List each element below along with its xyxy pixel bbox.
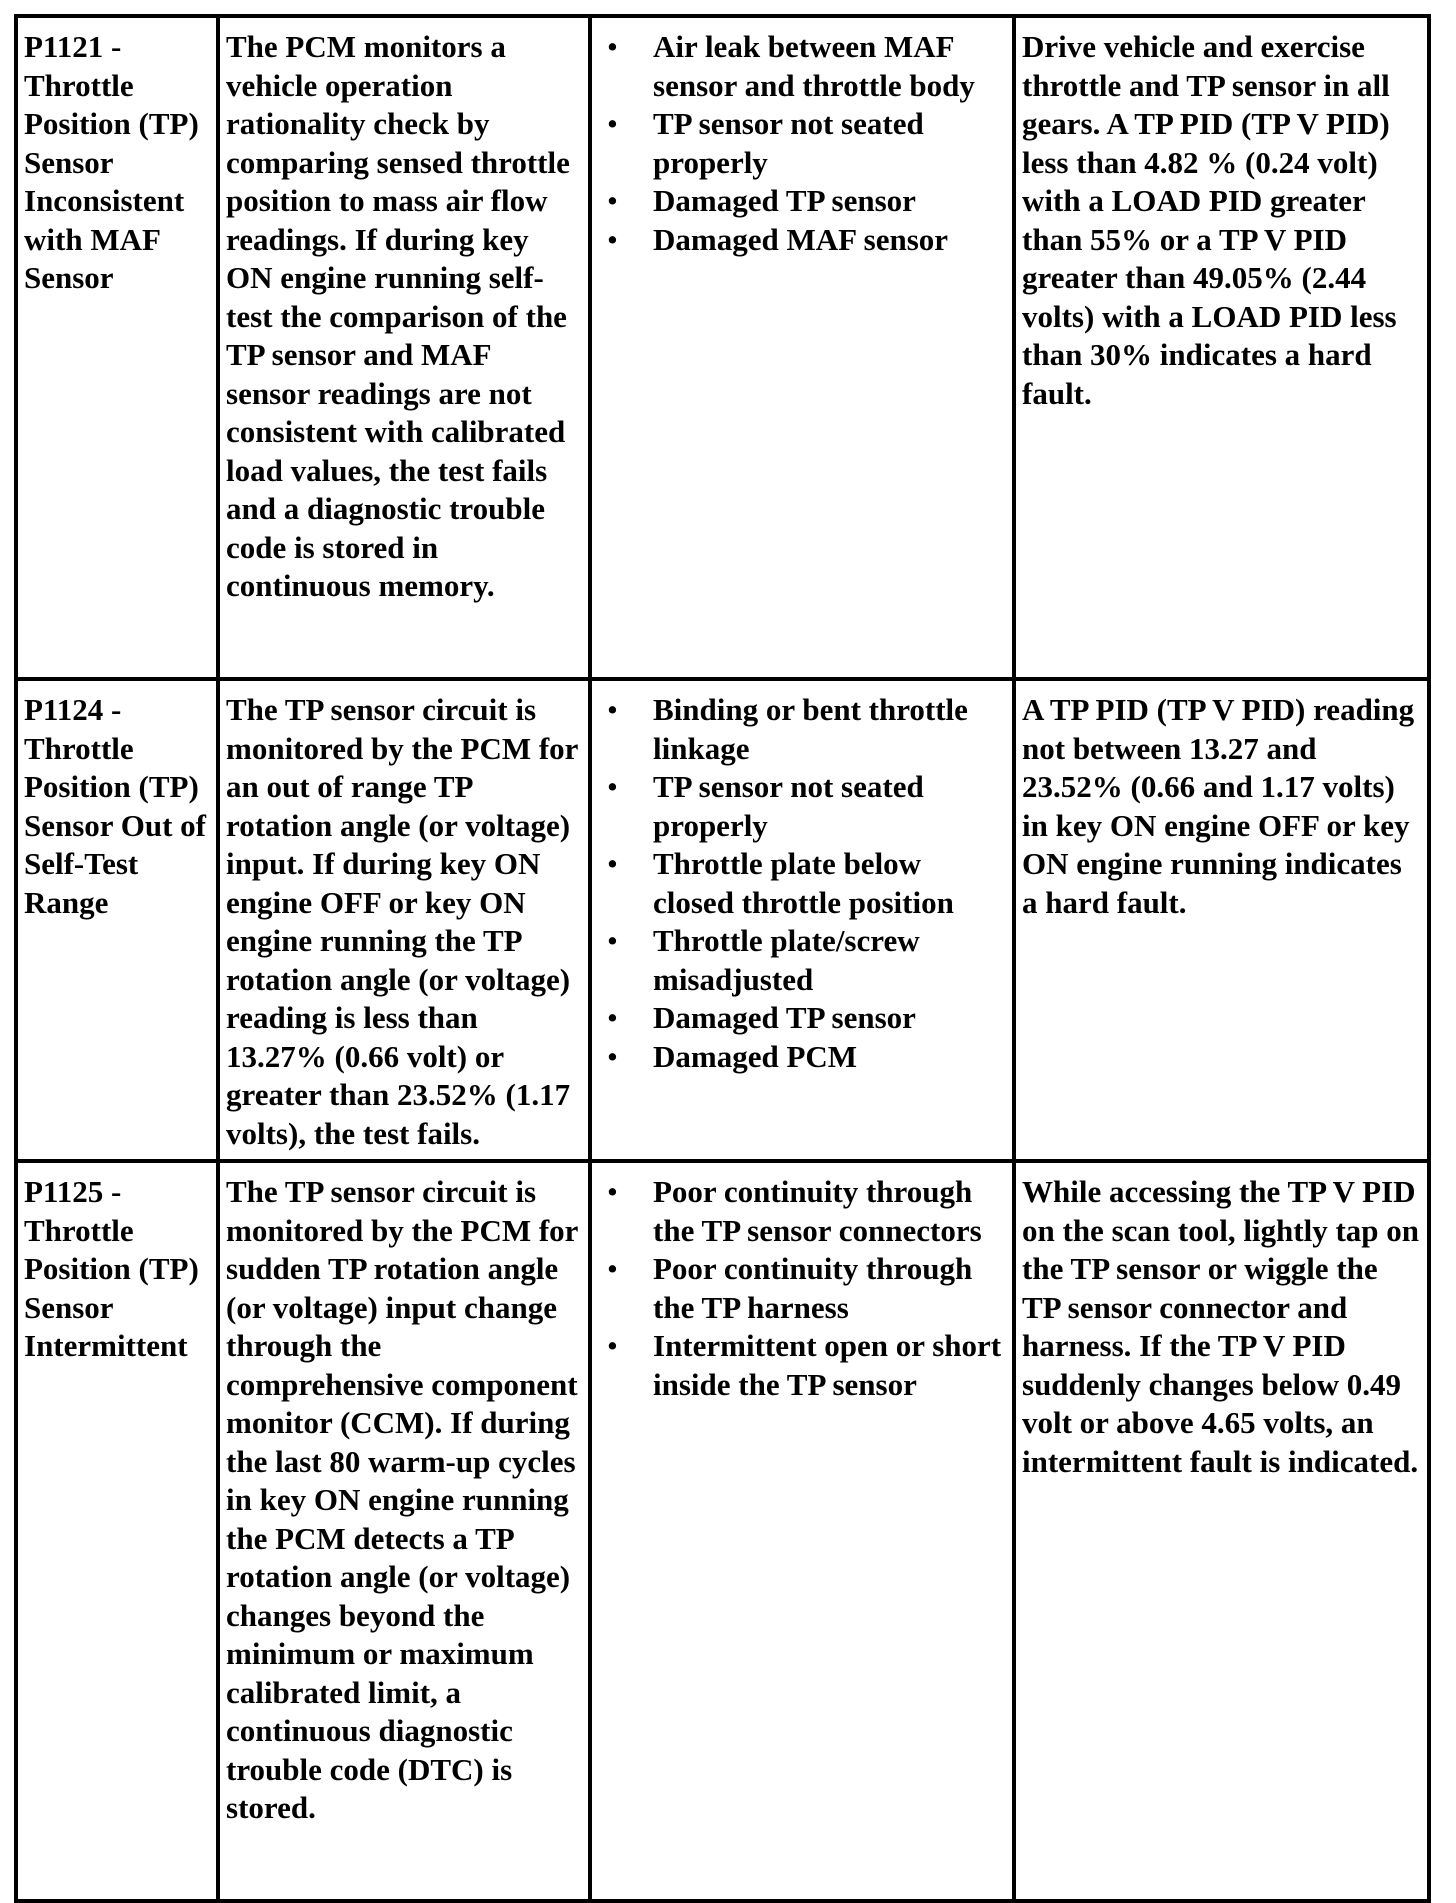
list-item: • Poor continuity through the TP harness: [653, 1250, 1006, 1327]
table-row: [16, 16, 1429, 679]
diagnostic-action-cell: While accessing the TP V PID on the scan tool, lightly tap on the TP sensor or wiggle the TP sensor connector and harness. If the TP V PID suddenly changes below 0.49 volt or above 4.65 volts, an intermittent fault is indicated.: [1014, 1161, 1429, 1901]
description-cell: The TP sensor circuit is monitored by the PCM for sudden TP rotation angle (or voltage) input change through the comprehensive component monitor (CCM). If during the last 80 warm-up cycles in key ON engine running the PCM detects a TP rotation angle (or voltage) changes beyond the minimum or maximum calibrated limit, a continuous diagnostic trouble code (DTC) is stored.: [218, 1161, 590, 1901]
diagnostic-action-cell: Drive vehicle and exercise throttle and TP sensor in all gears. A TP PID (TP V PID) less than 4.82 % (0.24 volt) with a LOAD PID greater than 55% or a TP V PID greater than 49.05% (2.44 volts) with a LOAD PID less than 30% indicates a hard fault.: [1014, 16, 1429, 679]
list-item: • TP sensor not seated properly: [653, 105, 1006, 182]
diagnostic-action-cell: A TP PID (TP V PID) reading not between 13.27 and 23.52% (0.66 and 1.17 volts) in key ON engine OFF or key ON engine running indicates a hard fault.: [1014, 679, 1429, 1161]
table-row: [16, 679, 1429, 1161]
list-item: • Damaged TP sensor: [653, 182, 1006, 221]
dtc-code-cell: P1124 - Throttle Position (TP) Sensor Out of Self-Test Range: [16, 679, 218, 1161]
description-cell: The TP sensor circuit is monitored by the PCM for an out of range TP rotation angle (or voltage) input. If during key ON engine OFF or key ON engine running the TP rotation angle (or voltage) reading is less than 13.27% (0.66 volt) or greater than 23.52% (1.17 volts), the test fails.: [218, 679, 590, 1161]
causes-list: [598, 691, 1006, 1076]
list-item: • Damaged MAF sensor: [653, 221, 1006, 260]
list-item: • Poor continuity through the TP sensor connectors: [653, 1173, 1006, 1250]
list-item: • TP sensor not seated properly: [653, 768, 1006, 845]
list-item: • Air leak between MAF sensor and throttle body: [653, 28, 1006, 105]
dtc-code-cell: P1121 - Throttle Position (TP) Sensor Inconsistent with MAF Sensor: [16, 16, 218, 679]
list-item: • Damaged PCM: [653, 1038, 1006, 1077]
list-item: • Intermittent open or short inside the TP sensor: [653, 1327, 1006, 1404]
list-item: • Binding or bent throttle linkage: [653, 691, 1006, 768]
possible-causes-cell: [590, 1161, 1014, 1901]
dtc-code-cell: P1125 - Throttle Position (TP) Sensor Intermittent: [16, 1161, 218, 1901]
list-item: • Throttle plate below closed throttle position: [653, 845, 1006, 922]
causes-list: [598, 28, 1006, 259]
list-item: • Throttle plate/screw misadjusted: [653, 922, 1006, 999]
possible-causes-cell: [590, 16, 1014, 679]
table-row: [16, 1161, 1429, 1901]
possible-causes-cell: [590, 679, 1014, 1161]
causes-list: [598, 1173, 1006, 1404]
description-cell: The PCM monitors a vehicle operation rationality check by comparing sensed throttle position to mass air flow readings. If during key ON engine running self-test the comparison of the TP sensor and MAF sensor readings are not consistent with calibrated load values, the test fails and a diagnostic trouble code is stored in continuous memory.: [218, 16, 590, 679]
dtc-table: [14, 14, 1431, 1903]
list-item: • Damaged TP sensor: [653, 999, 1006, 1038]
